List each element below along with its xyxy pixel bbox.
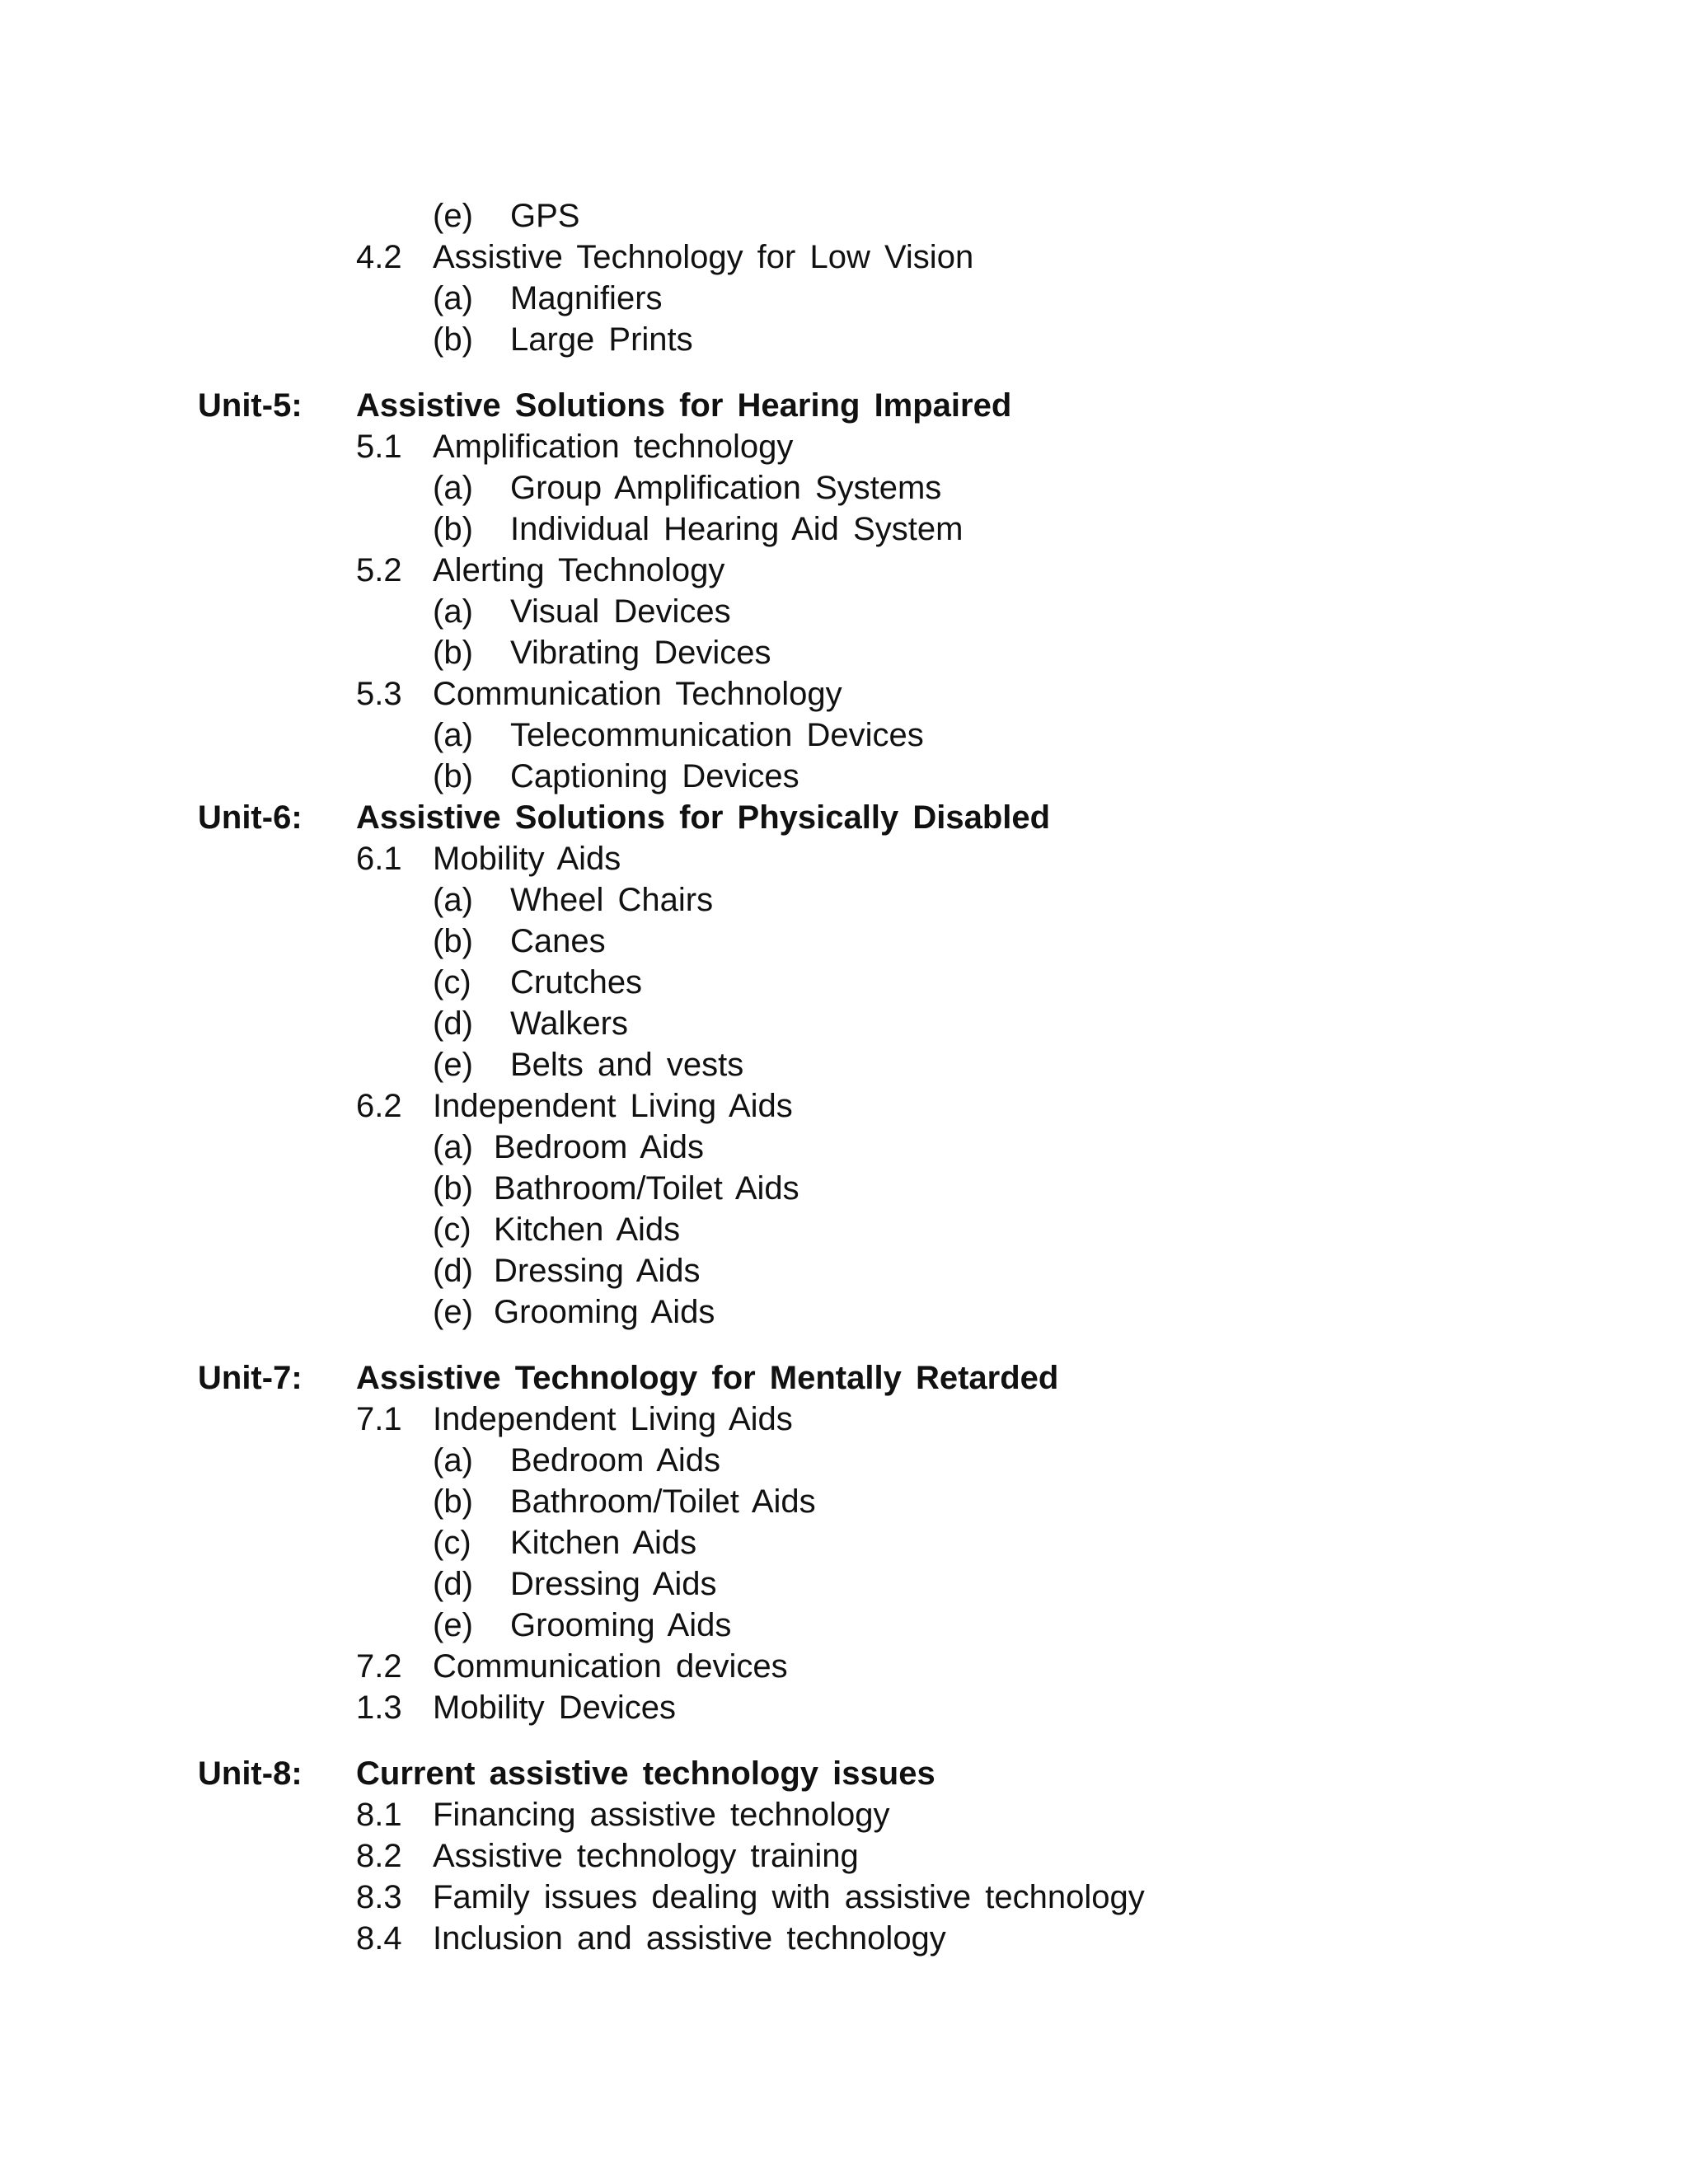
item-title: Telecommunication Devices <box>510 717 924 753</box>
section-number: 1.3 <box>356 1690 402 1726</box>
item-title: Bathroom/Toilet Aids <box>494 1170 799 1207</box>
item-title: Wheel Chairs <box>510 882 714 918</box>
section-number: 6.1 <box>356 841 402 877</box>
section-title: Amplification technology <box>433 429 794 465</box>
item-title: Canes <box>510 923 606 959</box>
unit-title: Current assistive technology issues <box>356 1755 935 1792</box>
unit-label: Unit-5: <box>198 387 302 424</box>
section-title: Assistive Technology for Low Vision <box>433 239 974 275</box>
section-title: Inclusion and assistive technology <box>433 1920 946 1957</box>
section-title: Communication devices <box>433 1648 788 1685</box>
item-letter: (d) <box>433 1566 473 1602</box>
item-title: Captioning Devices <box>510 758 799 794</box>
section-title: Mobility Aids <box>433 841 621 877</box>
item-letter: (b) <box>433 758 473 794</box>
section-number: 8.3 <box>356 1879 402 1915</box>
item-letter: (c) <box>433 1525 471 1561</box>
section-title: Family issues dealing with assistive technology <box>433 1879 1145 1915</box>
section-title: Independent Living Aids <box>433 1088 793 1124</box>
unit-label: Unit-8: <box>198 1755 302 1792</box>
item-letter: (c) <box>433 1212 471 1248</box>
section-number: 5.1 <box>356 429 402 465</box>
item-letter: (b) <box>433 1483 473 1520</box>
item-letter: (b) <box>433 321 473 358</box>
item-letter: (a) <box>433 593 473 630</box>
item-letter: (a) <box>433 882 473 918</box>
item-letter: (e) <box>433 1294 473 1330</box>
section-number: 5.2 <box>356 552 402 588</box>
item-title: Visual Devices <box>510 593 731 630</box>
item-title: Magnifiers <box>510 280 663 316</box>
section-title: Mobility Devices <box>433 1690 676 1726</box>
unit-title: Assistive Solutions for Hearing Impaired <box>356 387 1012 424</box>
item-letter: (d) <box>433 1005 473 1042</box>
section-number: 8.4 <box>356 1920 402 1957</box>
item-title: Bedroom Aids <box>510 1442 721 1479</box>
item-title: Belts and vests <box>510 1047 744 1083</box>
unit-label: Unit-7: <box>198 1360 302 1396</box>
item-title: Crutches <box>510 964 643 1001</box>
section-title: Financing assistive technology <box>433 1797 890 1833</box>
item-letter: (a) <box>433 717 473 753</box>
item-letter: (b) <box>433 923 473 959</box>
unit-label: Unit-6: <box>198 799 302 836</box>
item-title: Vibrating Devices <box>510 635 771 671</box>
item-title: Kitchen Aids <box>494 1212 681 1248</box>
item-letter: (b) <box>433 511 473 547</box>
item-title: Grooming Aids <box>494 1294 715 1330</box>
section-title: Communication Technology <box>433 676 842 712</box>
item-letter: (e) <box>433 1047 473 1083</box>
section-title: Alerting Technology <box>433 552 725 588</box>
item-letter: (a) <box>433 280 473 316</box>
item-letter: (e) <box>433 1607 473 1643</box>
item-title: Large Prints <box>510 321 693 358</box>
section-number: 6.2 <box>356 1088 402 1124</box>
section-number: 5.3 <box>356 676 402 712</box>
section-number: 7.1 <box>356 1401 402 1437</box>
section-number: 4.2 <box>356 239 402 275</box>
item-title: Walkers <box>510 1005 628 1042</box>
section-number: 7.2 <box>356 1648 402 1685</box>
item-title: Dressing Aids <box>510 1566 717 1602</box>
item-title: Grooming Aids <box>510 1607 732 1643</box>
item-letter: (b) <box>433 1170 473 1207</box>
item-title: Bedroom Aids <box>494 1129 705 1165</box>
item-title: GPS <box>510 198 580 234</box>
item-letter: (a) <box>433 470 473 506</box>
section-title: Assistive technology training <box>433 1838 859 1874</box>
section-number: 8.2 <box>356 1838 402 1874</box>
item-title: Bathroom/Toilet Aids <box>510 1483 816 1520</box>
item-title: Individual Hearing Aid System <box>510 511 964 547</box>
section-title: Independent Living Aids <box>433 1401 793 1437</box>
item-letter: (a) <box>433 1129 473 1165</box>
unit-title: Assistive Technology for Mentally Retarded <box>356 1360 1059 1396</box>
item-title: Dressing Aids <box>494 1253 701 1289</box>
item-letter: (d) <box>433 1253 473 1289</box>
item-letter: (a) <box>433 1442 473 1479</box>
item-title: Kitchen Aids <box>510 1525 697 1561</box>
item-letter: (b) <box>433 635 473 671</box>
item-letter: (e) <box>433 198 473 234</box>
item-letter: (c) <box>433 964 471 1001</box>
item-title: Group Amplification Systems <box>510 470 942 506</box>
section-number: 8.1 <box>356 1797 402 1833</box>
unit-title: Assistive Solutions for Physically Disabled <box>356 799 1051 836</box>
